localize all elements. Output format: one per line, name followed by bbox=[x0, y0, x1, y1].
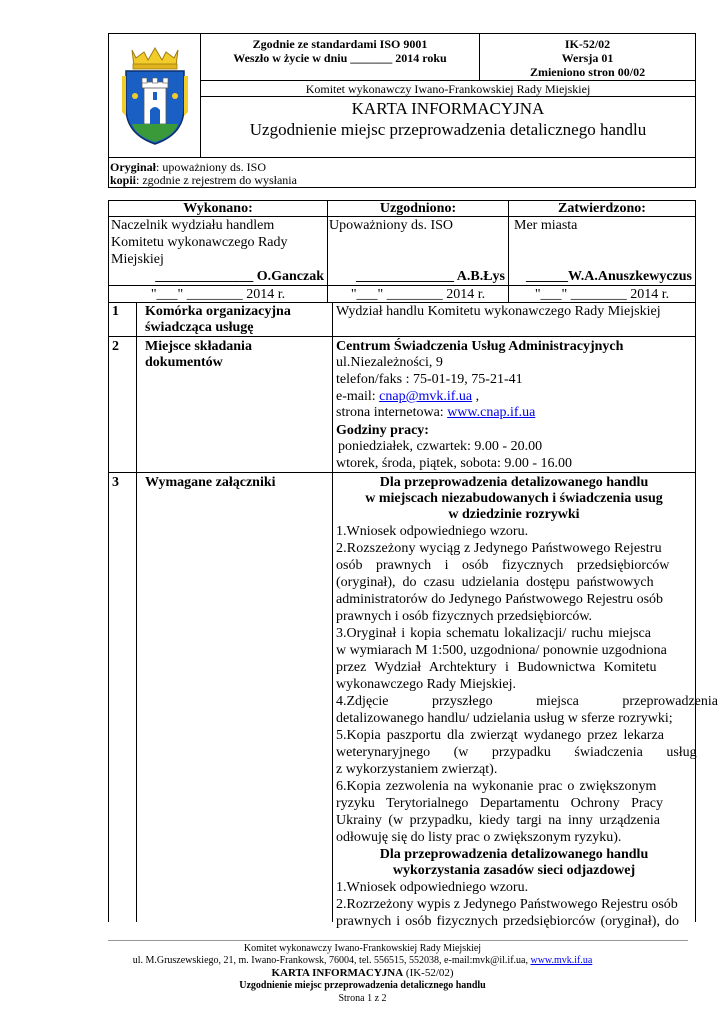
attachment-line: 5.Kopia paszportu dla zwierząt wydanego przez lekarza bbox=[336, 728, 664, 743]
working-hours-line1: poniedziałek, czwartek: 9.00 - 20.00 bbox=[338, 439, 543, 454]
attachment-line: prawnych i osób fizycznych przedsiębiorców. bbox=[336, 609, 593, 624]
standard-line-1: Zgodnie ze standardami ISO 9001 bbox=[252, 37, 428, 51]
attachment-line: z wykorzystaniem zwierząt). bbox=[336, 762, 498, 777]
row-1-value: Wydział handlu Komitetu wykonawczego Rady Miejskiej bbox=[336, 304, 661, 319]
done-header: Wykonano: bbox=[183, 201, 253, 216]
footer-card-title: KARTA INFORMACYJNA bbox=[271, 967, 404, 979]
row-2-number: 2 bbox=[112, 339, 119, 354]
copy-label: kopii bbox=[110, 173, 137, 187]
approved-date: "___" ________ 2014 r. bbox=[534, 287, 670, 302]
agreed-position: Upoważniony ds. ISO bbox=[329, 218, 454, 233]
attachment-line: 6.Kopia zezwolenia na wykonanie prac o zwiększonym bbox=[336, 779, 657, 794]
section-2-heading-line1: Dla przeprowadzenia detalizowanego handlu bbox=[379, 847, 649, 862]
done-position-line2: Komitetu wykonawczego Rady bbox=[111, 235, 288, 250]
page-number: Strona 1 z 2 bbox=[338, 993, 387, 1004]
card-subtitle: Uzgodnienie miejsc przeprowadzenia detalicznego handlu bbox=[249, 120, 647, 139]
row-3-label: Wymagane załączniki bbox=[145, 475, 276, 490]
approved-signature: ______W.A.Anuszkewyczus bbox=[526, 269, 692, 284]
done-date: "___" ________ 2014 r. bbox=[150, 287, 286, 302]
service-center-email-line bbox=[336, 390, 479, 404]
row-1-number: 1 bbox=[112, 304, 119, 319]
agreed-date: "___" ________ 2014 r. bbox=[350, 287, 486, 302]
copy-value: : zgodnie z rejestrem do wysłania bbox=[136, 173, 297, 187]
working-hours-title: Godziny pracy: bbox=[336, 423, 429, 438]
committee-name: Komitet wykonawczy Iwano-Frankowskiej Rady Miejskiej bbox=[305, 82, 591, 96]
attachment-line: 2.Rozrzeżony wypis z Jedynego Państwowego Rejestru osób bbox=[336, 897, 678, 912]
footer-divider bbox=[108, 940, 688, 941]
attachment-line: weterynaryjnego (w przypadku świadczenia usług bbox=[336, 745, 697, 760]
attachment-line: wykonawczego Rady Miejskiej. bbox=[336, 677, 517, 692]
approved-position: Mer miasta bbox=[514, 218, 578, 233]
footer-website-link[interactable]: www.mvk.if.ua bbox=[530, 955, 593, 966]
attachment-line: ryzyku Terytorialnego Departamentu Ochrony Pracy bbox=[336, 796, 663, 811]
card-title: KARTA INFORMACYJNA bbox=[351, 99, 545, 118]
standard-line-2: Weszło w życie w dniu _______ 2014 roku bbox=[233, 51, 447, 65]
email-label: e-mail: bbox=[336, 389, 380, 404]
section-1-heading-line1: Dla przeprowadzenia detalizowanego handlu bbox=[379, 475, 649, 490]
row-2-label-line2: dokumentów bbox=[145, 355, 223, 370]
document-version: Wersja 01 bbox=[561, 51, 614, 65]
attachment-line: Ukrainy (w przypadku, kiedy targi na inny urządzenia bbox=[336, 813, 660, 828]
website-link[interactable]: www.cnap.if.ua bbox=[447, 405, 536, 420]
web-label: strona internetowa: bbox=[336, 405, 448, 420]
city-crest-icon bbox=[118, 46, 192, 146]
row-1-label-line1: Komórka organizacyjna bbox=[145, 304, 291, 319]
original-value: : upoważniony ds. ISO bbox=[156, 160, 267, 174]
row-2-label-line1: Miejsce składania bbox=[145, 339, 252, 354]
row-1-label-line2: świadcząca usługę bbox=[145, 320, 254, 335]
service-center-address: ul.Niezależności, 9 bbox=[336, 355, 443, 370]
attachment-line: detalizowanego handlu/ udzielania usług w sferze rozrywki; bbox=[336, 711, 673, 726]
service-center-name: Centrum Świadczenia Usług Administracyjnych bbox=[336, 339, 624, 354]
done-position-line1: Naczelnik wydziału handlem bbox=[111, 218, 275, 233]
row-3-number: 3 bbox=[112, 475, 119, 490]
service-center-phone: telefon/faks : 75-01-19, 75-21-41 bbox=[336, 372, 523, 387]
attachment-line: (oryginał), do czasu udzielania dostępu państwowych bbox=[336, 575, 654, 590]
working-hours-line2: wtorek, środa, piątek, sobota: 9.00 - 16.00 bbox=[336, 456, 573, 471]
attachment-line: 1.Wniosek odpowiedniego wzoru. bbox=[336, 880, 529, 895]
original-label: Oryginał bbox=[110, 160, 157, 174]
done-position-line3: Miejskiej bbox=[111, 252, 164, 267]
document-code: IK-52/02 bbox=[564, 37, 611, 51]
service-center-web-line bbox=[336, 406, 535, 420]
footer-card-subtitle: Uzgodnienie miejsc przeprowadzenia detalicznego handlu bbox=[239, 980, 486, 991]
attachment-line: prawnych i osób fizycznych przedsiębiorców (oryginał), do bbox=[336, 914, 679, 929]
attachment-line: 2.Rozszeżony wyciąg z Jedynego Państwowego Rejestru bbox=[336, 541, 662, 556]
footer-address bbox=[0, 956, 725, 966]
section-1-heading-line3: w dziedzinie rozrywki bbox=[448, 507, 580, 522]
attachment-line: administratorów do Jedynego Państwowego Rejestru osób bbox=[336, 592, 664, 607]
email-link[interactable]: cnap@mvk.if.ua bbox=[379, 389, 473, 404]
footer-card-code bbox=[0, 968, 725, 979]
attachment-line: 4.Zdjęcie przyszłego miejsca przeprowadzenia bbox=[336, 694, 718, 709]
pages-changed: Zmieniono stron 00/02 bbox=[529, 65, 646, 79]
done-signature: ______________ O.Ganczak bbox=[155, 269, 324, 284]
agreed-signature: ______________ A.B.Łys bbox=[356, 269, 505, 284]
attachment-line: 3.Oryginał i kopia schematu lokalizacji/ ruchu miejsca bbox=[336, 626, 651, 641]
attachment-line: w wymiarach M 1:500, uzgodniona/ ponownie uzgodniona bbox=[336, 643, 667, 658]
section-1-heading-line2: w miejscach niezabudowanych i świadczenia usug bbox=[365, 491, 663, 506]
original-line bbox=[110, 161, 266, 173]
footer-address-text: ul. M.Gruszewskiego, 21, m. Iwano-Frankowsk, 76004, tel. 556515, 552038, e-mail:mvk@il.if.ua, bbox=[132, 955, 531, 966]
copy-line bbox=[110, 174, 297, 186]
attachment-line: osób prawnych i osób fizycznych przedsiębiorców bbox=[336, 558, 670, 573]
attachment-line: 1.Wniosek odpowiedniego wzoru. bbox=[336, 524, 529, 539]
attachment-line: odłowuję się do listy prac o zwiększonym ryzyku). bbox=[336, 830, 622, 845]
footer-card-number: (IK-52/02) bbox=[403, 967, 454, 979]
email-after: , bbox=[472, 389, 480, 404]
section-2-heading-line2: wykorzystania zasadów sieci odjazdowej bbox=[392, 863, 636, 878]
footer-committee: Komitet wykonawczy Iwano-Frankowskiej Rady Miejskiej bbox=[243, 943, 482, 954]
approved-header: Zatwierdzono: bbox=[558, 201, 646, 216]
attachment-line: przez Wydział Archtektury i Budownictwa Komitetu bbox=[336, 660, 657, 675]
agreed-header: Uzgodniono: bbox=[379, 201, 457, 216]
